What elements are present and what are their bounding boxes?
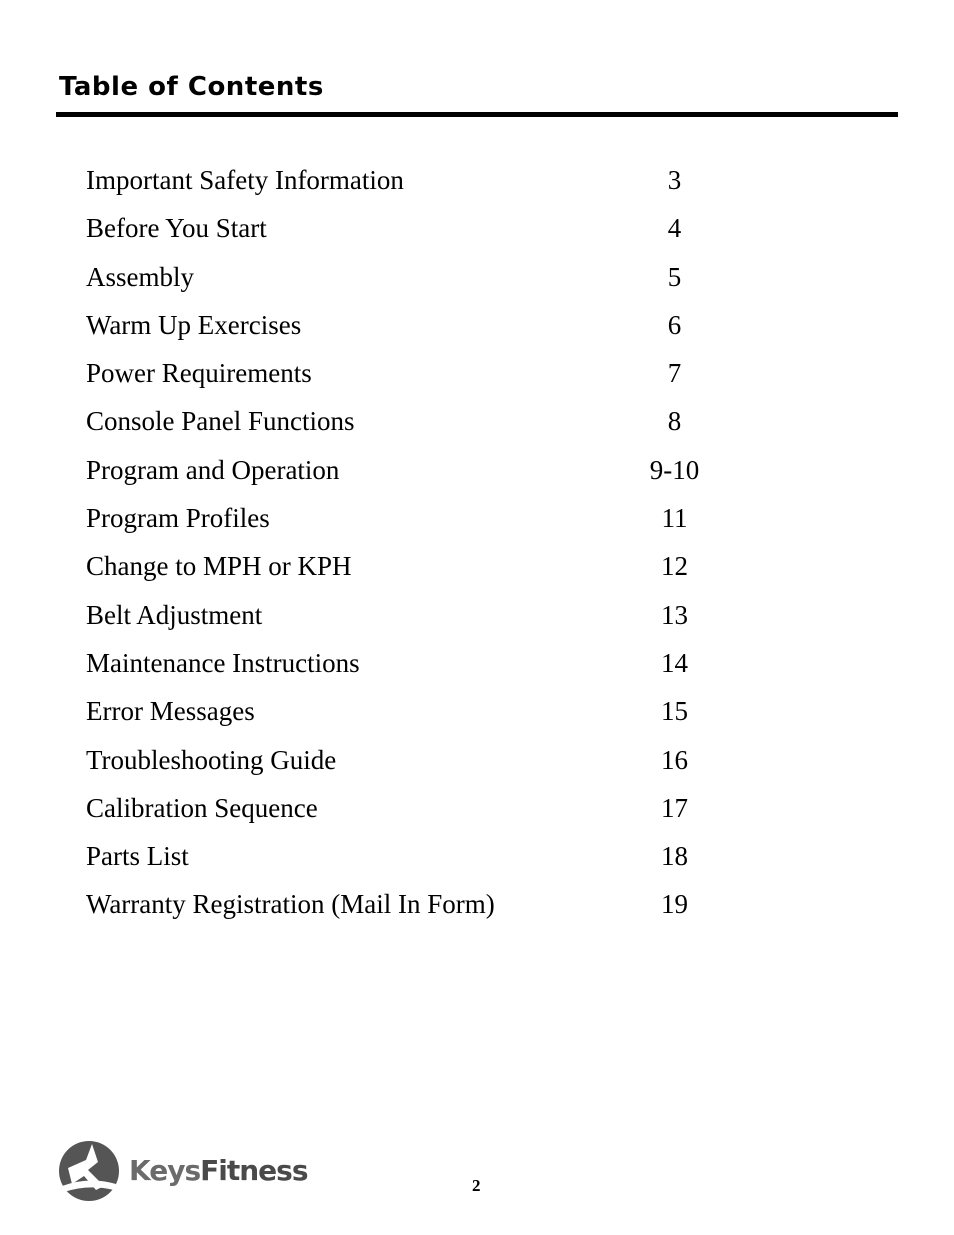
toc-entry bbox=[86, 740, 786, 788]
toc-entry-title: Change to MPH or KPH bbox=[86, 551, 352, 582]
logo-fitness-text: Fitness bbox=[200, 1154, 308, 1187]
page-title: Table of Contents bbox=[59, 72, 324, 102]
toc-entry-title: Program and Operation bbox=[86, 454, 340, 485]
toc-entry-title: Parts List bbox=[86, 841, 189, 872]
keysfitness-logo bbox=[58, 1140, 308, 1204]
toc-entry bbox=[86, 257, 786, 305]
toc-entry-title: Calibration Sequence bbox=[86, 792, 318, 823]
toc-entry-title: Warranty Registration (Mail In Form) bbox=[86, 889, 495, 920]
toc-entry-title: Warm Up Exercises bbox=[86, 309, 302, 340]
toc-entry bbox=[86, 836, 786, 884]
toc-entry-title: Console Panel Functions bbox=[86, 406, 355, 437]
toc-entry-page: 5 bbox=[667, 261, 682, 292]
toc-entry bbox=[86, 691, 786, 739]
toc-entry-title: Important Safety Information bbox=[86, 165, 404, 195]
toc-entry-title: Before You Start bbox=[86, 213, 267, 244]
toc-entry bbox=[86, 595, 786, 643]
toc-entry-title: Troubleshooting Guide bbox=[86, 744, 337, 775]
toc-entry-page: 16 bbox=[661, 744, 688, 775]
toc-entry-title: Maintenance Instructions bbox=[86, 647, 360, 678]
toc-entry bbox=[86, 160, 786, 208]
toc-entry-title: Belt Adjustment bbox=[86, 599, 263, 630]
toc-entry-title: Power Requirements bbox=[86, 358, 312, 389]
logo-keys-text: Keys bbox=[129, 1154, 201, 1187]
table-of-contents bbox=[86, 160, 786, 933]
toc-entry bbox=[86, 401, 786, 449]
toc-entry bbox=[86, 788, 786, 836]
toc-entry-page: 7 bbox=[667, 358, 682, 389]
keysfitness-wordmark bbox=[129, 1154, 308, 1187]
toc-entry-page: 13 bbox=[661, 599, 688, 630]
toc-entry bbox=[86, 450, 786, 498]
toc-entry bbox=[86, 643, 786, 691]
toc-entry-page: 19 bbox=[661, 889, 688, 920]
toc-entry-title: Program Profiles bbox=[86, 503, 270, 534]
toc-entry-page: 17 bbox=[661, 792, 688, 823]
toc-entry-page: 4 bbox=[667, 213, 682, 244]
toc-entry-page: 14 bbox=[661, 647, 688, 678]
keysfitness-logo-icon bbox=[58, 1140, 120, 1202]
toc-entry bbox=[86, 353, 786, 401]
toc-entry-title: Assembly bbox=[86, 261, 194, 292]
toc-entry-page: 8 bbox=[667, 406, 682, 437]
heading-rule bbox=[56, 112, 898, 117]
toc-entry-page: 18 bbox=[661, 841, 688, 872]
toc-entry-page: 3 bbox=[667, 165, 682, 195]
toc-entry-page: 9-10 bbox=[649, 454, 700, 485]
toc-entry bbox=[86, 208, 786, 256]
toc-entry bbox=[86, 498, 786, 546]
toc-entry-title: Error Messages bbox=[86, 696, 255, 727]
toc-entry bbox=[86, 305, 786, 353]
toc-entry-page: 12 bbox=[661, 551, 688, 582]
toc-entry-page: 6 bbox=[667, 309, 682, 340]
page-number: 2 bbox=[472, 1176, 481, 1195]
toc-entry bbox=[86, 884, 786, 932]
toc-entry bbox=[86, 546, 786, 594]
toc-entry-page: 11 bbox=[661, 503, 688, 534]
toc-entry-page: 15 bbox=[661, 696, 688, 727]
